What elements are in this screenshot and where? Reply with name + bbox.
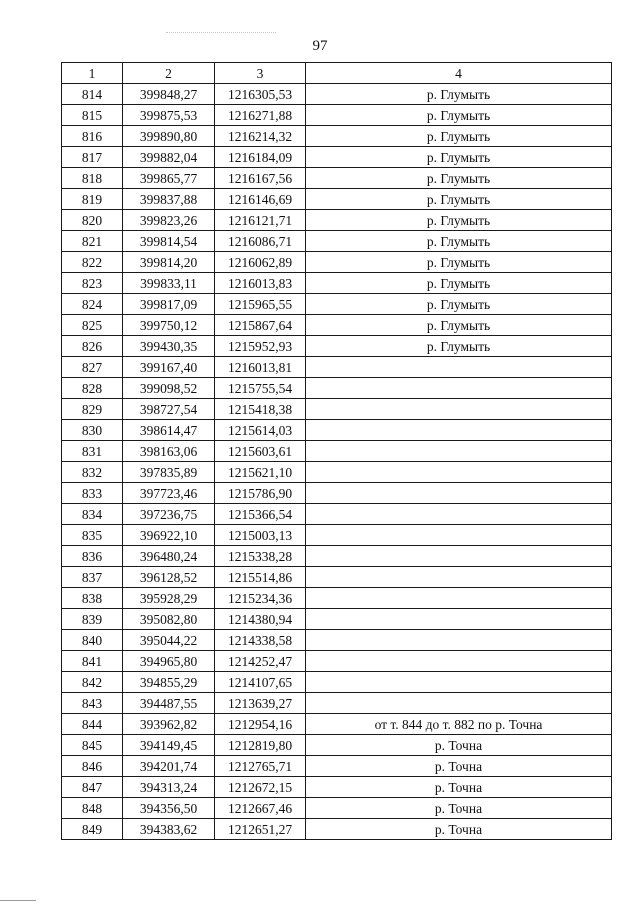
description-cell: р. Глумыть	[306, 336, 612, 357]
description-cell: р. Глумыть	[306, 147, 612, 168]
table-row	[62, 231, 612, 252]
y-coordinate-cell: 1215952,93	[215, 336, 306, 357]
point-number-cell: 828	[62, 378, 123, 399]
header-dotted-rule	[166, 32, 276, 33]
y-coordinate-cell: 1214338,58	[215, 630, 306, 651]
table-row	[62, 651, 612, 672]
table-row	[62, 546, 612, 567]
table-row	[62, 315, 612, 336]
table-row	[62, 735, 612, 756]
description-cell: р. Точна	[306, 777, 612, 798]
x-coordinate-cell: 397835,89	[123, 462, 215, 483]
point-number-cell: 836	[62, 546, 123, 567]
point-number-cell: 820	[62, 210, 123, 231]
x-coordinate-cell: 399814,20	[123, 252, 215, 273]
description-cell: р. Глумыть	[306, 252, 612, 273]
table-row	[62, 252, 612, 273]
description-cell	[306, 588, 612, 609]
y-coordinate-cell: 1214380,94	[215, 609, 306, 630]
description-cell: от т. 844 до т. 882 по р. Точна	[306, 714, 612, 735]
table-row	[62, 672, 612, 693]
column-header-point-number: 1	[62, 63, 123, 84]
table-row	[62, 273, 612, 294]
point-number-cell: 838	[62, 588, 123, 609]
table-row	[62, 357, 612, 378]
point-number-cell: 848	[62, 798, 123, 819]
point-number-cell: 821	[62, 231, 123, 252]
table-row	[62, 756, 612, 777]
y-coordinate-cell: 1216062,89	[215, 252, 306, 273]
y-coordinate-cell: 1216305,53	[215, 84, 306, 105]
bottom-edge-mark	[0, 900, 36, 901]
page-number: 97	[312, 38, 328, 54]
point-number-cell: 843	[62, 693, 123, 714]
table-row	[62, 462, 612, 483]
y-coordinate-cell: 1215366,54	[215, 504, 306, 525]
y-coordinate-cell: 1215965,55	[215, 294, 306, 315]
point-number-cell: 834	[62, 504, 123, 525]
description-cell: р. Глумыть	[306, 189, 612, 210]
point-number-cell: 832	[62, 462, 123, 483]
description-cell	[306, 504, 612, 525]
description-cell	[306, 483, 612, 504]
table-row	[62, 819, 612, 840]
table-row	[62, 126, 612, 147]
description-cell	[306, 357, 612, 378]
x-coordinate-cell: 399814,54	[123, 231, 215, 252]
table-row	[62, 420, 612, 441]
table-row	[62, 483, 612, 504]
x-coordinate-cell: 399837,88	[123, 189, 215, 210]
y-coordinate-cell: 1212672,15	[215, 777, 306, 798]
description-cell	[306, 378, 612, 399]
y-coordinate-cell: 1215514,86	[215, 567, 306, 588]
description-cell: р. Глумыть	[306, 315, 612, 336]
y-coordinate-cell: 1215786,90	[215, 483, 306, 504]
table-row	[62, 714, 612, 735]
point-number-cell: 816	[62, 126, 123, 147]
table-row	[62, 378, 612, 399]
table-row	[62, 399, 612, 420]
x-coordinate-cell: 398163,06	[123, 441, 215, 462]
table-row	[62, 147, 612, 168]
y-coordinate-cell: 1215614,03	[215, 420, 306, 441]
table-row	[62, 210, 612, 231]
table-row	[62, 504, 612, 525]
description-cell: р. Глумыть	[306, 210, 612, 231]
x-coordinate-cell: 395928,29	[123, 588, 215, 609]
table-row	[62, 630, 612, 651]
x-coordinate-cell: 396480,24	[123, 546, 215, 567]
y-coordinate-cell: 1216013,83	[215, 273, 306, 294]
column-header-x-coordinate: 2	[123, 63, 215, 84]
point-number-cell: 837	[62, 567, 123, 588]
point-number-cell: 844	[62, 714, 123, 735]
point-number-cell: 817	[62, 147, 123, 168]
coordinates-table	[61, 62, 612, 840]
point-number-cell: 830	[62, 420, 123, 441]
point-number-cell: 842	[62, 672, 123, 693]
x-coordinate-cell: 399167,40	[123, 357, 215, 378]
y-coordinate-cell: 1215338,28	[215, 546, 306, 567]
y-coordinate-cell: 1212667,46	[215, 798, 306, 819]
column-header-y-coordinate: 3	[215, 63, 306, 84]
y-coordinate-cell: 1216146,69	[215, 189, 306, 210]
point-number-cell: 822	[62, 252, 123, 273]
x-coordinate-cell: 398727,54	[123, 399, 215, 420]
y-coordinate-cell: 1216121,71	[215, 210, 306, 231]
description-cell: р. Точна	[306, 798, 612, 819]
table-row	[62, 693, 612, 714]
x-coordinate-cell: 397236,75	[123, 504, 215, 525]
table-row	[62, 168, 612, 189]
point-number-cell: 825	[62, 315, 123, 336]
y-coordinate-cell: 1216184,09	[215, 147, 306, 168]
description-cell	[306, 462, 612, 483]
table-row	[62, 609, 612, 630]
y-coordinate-cell: 1213639,27	[215, 693, 306, 714]
point-number-cell: 840	[62, 630, 123, 651]
table-row	[62, 567, 612, 588]
table-header-row	[62, 63, 612, 84]
point-number-cell: 841	[62, 651, 123, 672]
point-number-cell: 839	[62, 609, 123, 630]
x-coordinate-cell: 399823,26	[123, 210, 215, 231]
y-coordinate-cell: 1215418,38	[215, 399, 306, 420]
x-coordinate-cell: 399817,09	[123, 294, 215, 315]
table-row	[62, 777, 612, 798]
point-number-cell: 824	[62, 294, 123, 315]
y-coordinate-cell: 1215603,61	[215, 441, 306, 462]
y-coordinate-cell: 1216214,32	[215, 126, 306, 147]
table-row	[62, 798, 612, 819]
point-number-cell: 829	[62, 399, 123, 420]
x-coordinate-cell: 394356,50	[123, 798, 215, 819]
x-coordinate-cell: 394201,74	[123, 756, 215, 777]
point-number-cell: 831	[62, 441, 123, 462]
y-coordinate-cell: 1212651,27	[215, 819, 306, 840]
description-cell	[306, 651, 612, 672]
description-cell: р. Точна	[306, 756, 612, 777]
x-coordinate-cell: 399848,27	[123, 84, 215, 105]
table-row	[62, 294, 612, 315]
x-coordinate-cell: 393962,82	[123, 714, 215, 735]
description-cell: р. Точна	[306, 735, 612, 756]
point-number-cell: 814	[62, 84, 123, 105]
table-row	[62, 441, 612, 462]
description-cell	[306, 672, 612, 693]
x-coordinate-cell: 399430,35	[123, 336, 215, 357]
description-cell: р. Глумыть	[306, 84, 612, 105]
description-cell	[306, 420, 612, 441]
description-cell: р. Точна	[306, 819, 612, 840]
point-number-cell: 826	[62, 336, 123, 357]
point-number-cell: 818	[62, 168, 123, 189]
x-coordinate-cell: 399890,80	[123, 126, 215, 147]
description-cell	[306, 609, 612, 630]
description-cell	[306, 630, 612, 651]
point-number-cell: 827	[62, 357, 123, 378]
y-coordinate-cell: 1212954,16	[215, 714, 306, 735]
y-coordinate-cell: 1212819,80	[215, 735, 306, 756]
point-number-cell: 835	[62, 525, 123, 546]
y-coordinate-cell: 1214252,47	[215, 651, 306, 672]
x-coordinate-cell: 394965,80	[123, 651, 215, 672]
table-body	[62, 84, 612, 840]
description-cell: р. Глумыть	[306, 105, 612, 126]
y-coordinate-cell: 1214107,65	[215, 672, 306, 693]
table-row	[62, 84, 612, 105]
description-cell: р. Глумыть	[306, 168, 612, 189]
point-number-cell: 815	[62, 105, 123, 126]
x-coordinate-cell: 394149,45	[123, 735, 215, 756]
table-row	[62, 189, 612, 210]
description-cell	[306, 567, 612, 588]
x-coordinate-cell: 395082,80	[123, 609, 215, 630]
y-coordinate-cell: 1216013,81	[215, 357, 306, 378]
description-cell	[306, 525, 612, 546]
y-coordinate-cell: 1212765,71	[215, 756, 306, 777]
description-cell	[306, 441, 612, 462]
table-row	[62, 336, 612, 357]
x-coordinate-cell: 399882,04	[123, 147, 215, 168]
point-number-cell: 847	[62, 777, 123, 798]
y-coordinate-cell: 1216167,56	[215, 168, 306, 189]
x-coordinate-cell: 394313,24	[123, 777, 215, 798]
table-row	[62, 588, 612, 609]
x-coordinate-cell: 394855,29	[123, 672, 215, 693]
x-coordinate-cell: 398614,47	[123, 420, 215, 441]
y-coordinate-cell: 1215003,13	[215, 525, 306, 546]
point-number-cell: 845	[62, 735, 123, 756]
description-cell: р. Глумыть	[306, 294, 612, 315]
x-coordinate-cell: 395044,22	[123, 630, 215, 651]
x-coordinate-cell: 399833,11	[123, 273, 215, 294]
description-cell: р. Глумыть	[306, 231, 612, 252]
description-cell: р. Глумыть	[306, 273, 612, 294]
x-coordinate-cell: 396922,10	[123, 525, 215, 546]
point-number-cell: 846	[62, 756, 123, 777]
description-cell	[306, 693, 612, 714]
x-coordinate-cell: 399865,77	[123, 168, 215, 189]
x-coordinate-cell: 396128,52	[123, 567, 215, 588]
table-row	[62, 525, 612, 546]
point-number-cell: 849	[62, 819, 123, 840]
y-coordinate-cell: 1215867,64	[215, 315, 306, 336]
x-coordinate-cell: 394487,55	[123, 693, 215, 714]
x-coordinate-cell: 399098,52	[123, 378, 215, 399]
point-number-cell: 823	[62, 273, 123, 294]
description-cell	[306, 546, 612, 567]
description-cell: р. Глумыть	[306, 126, 612, 147]
x-coordinate-cell: 399875,53	[123, 105, 215, 126]
x-coordinate-cell: 397723,46	[123, 483, 215, 504]
y-coordinate-cell: 1215234,36	[215, 588, 306, 609]
x-coordinate-cell: 399750,12	[123, 315, 215, 336]
x-coordinate-cell: 394383,62	[123, 819, 215, 840]
description-cell	[306, 399, 612, 420]
point-number-cell: 819	[62, 189, 123, 210]
y-coordinate-cell: 1215755,54	[215, 378, 306, 399]
point-number-cell: 833	[62, 483, 123, 504]
table-row	[62, 105, 612, 126]
y-coordinate-cell: 1216086,71	[215, 231, 306, 252]
y-coordinate-cell: 1215621,10	[215, 462, 306, 483]
column-header-description: 4	[306, 63, 612, 84]
y-coordinate-cell: 1216271,88	[215, 105, 306, 126]
